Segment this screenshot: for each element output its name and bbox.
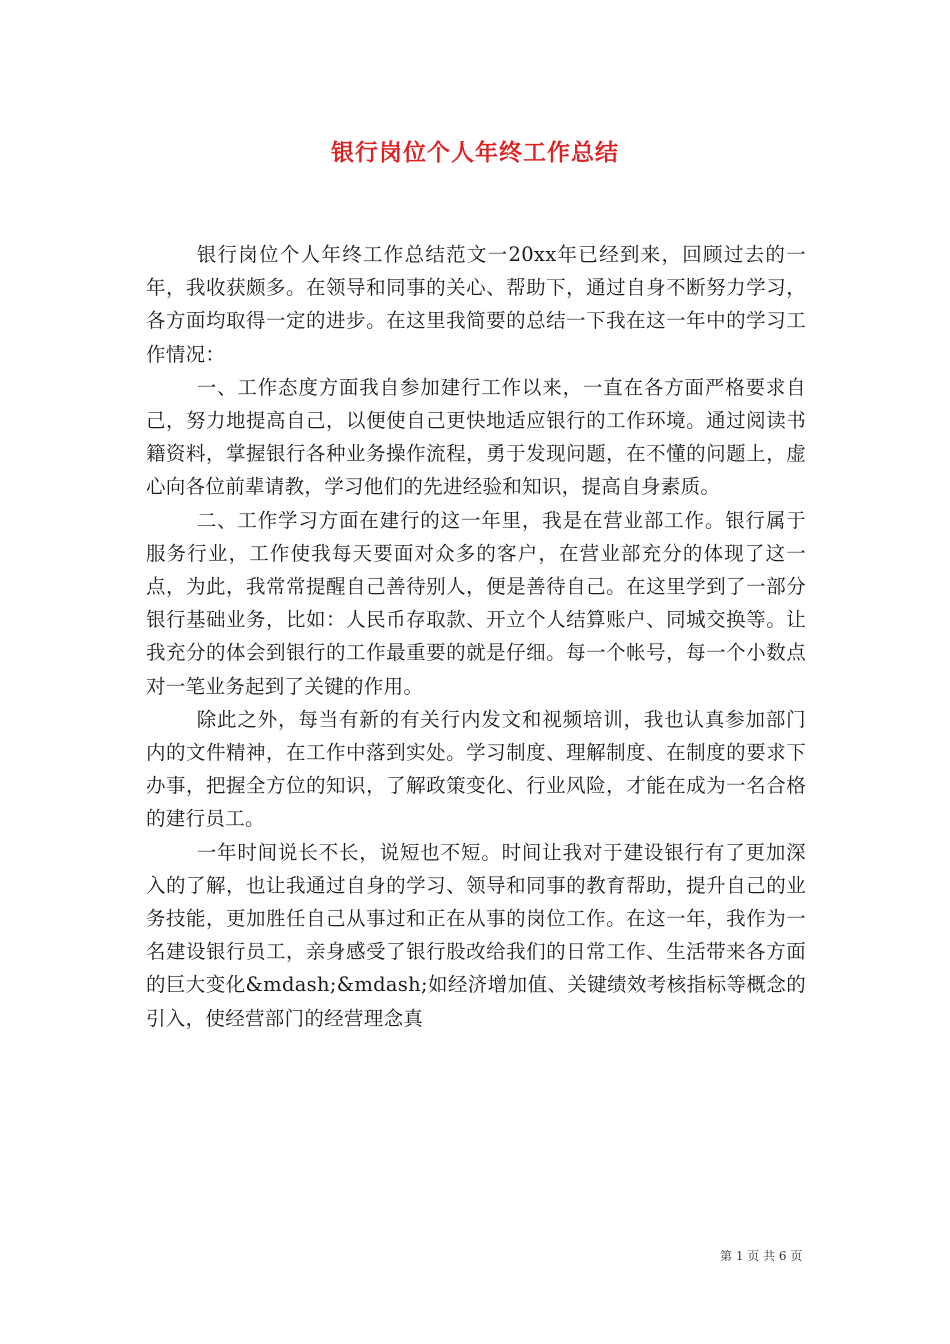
paragraph-year-review: 一年时间说长不长，说短也不短。时间让我对于建设银行有了更加深入的了解，也让我通过自身的学习、领导和同事的教育帮助，提升自己的业务技能，更加胜任自己从事过和正在从事的岗位工作。在这一年，我作为一名建设银行员工，亲身感受了银行股改给我们的日常工作、生活带来各方面的巨大变化&mdash;&mdash;如经济增加值、关键绩效考核指标等概念的引入，使经营部门的经营理念真: [146, 840, 806, 1030]
document-title: 银行岗位个人年终工作总结: [331, 139, 619, 166]
page-number-footer: 第 1 页 共 6 页: [720, 1249, 803, 1263]
paragraph-intro: 银行岗位个人年终工作总结范文一20xx年已经到来，回顾过去的一年，我收获颇多。在领导和同事的关心、帮助下，通过自身不断努力学习，各方面均取得一定的进步。在这里我简要的总结一下我在这一年中的学习工作情况：: [146, 243, 806, 366]
document-body: [146, 238, 806, 1035]
paragraph-work-attitude: 一、工作态度方面我自参加建行工作以来，一直在各方面严格要求自己，努力地提高自己，以便使自己更快地适应银行的工作环境。通过阅读书籍资料，掌握银行各种业务操作流程，勇于发现问题，在不懂的问题上，虚心向各位前辈请教，学习他们的先进经验和知识，提高自身素质。: [146, 375, 806, 499]
paragraph-work-study: 二、工作学习方面在建行的这一年里，我是在营业部工作。银行属于服务行业，工作使我每天要面对众多的客户，在营业部充分的体现了这一点，为此，我常常提醒自己善待别人，便是善待自己。在这里学到了一部分银行基础业务，比如：人民币存取款、开立个人结算账户、同城交换等。让我充分的体会到银行的工作最重要的就是仔细。每一个帐号，每一个小数点对一笔业务起到了关键的作用。: [146, 508, 806, 698]
paragraph-training: 除此之外，每当有新的有关行内发文和视频培训，我也认真参加部门内的文件精神，在工作中落到实处。学习制度、理解制度、在制度的要求下办事，把握全方位的知识，了解政策变化、行业风险，才能在成为一名合格的建行员工。: [146, 707, 806, 831]
